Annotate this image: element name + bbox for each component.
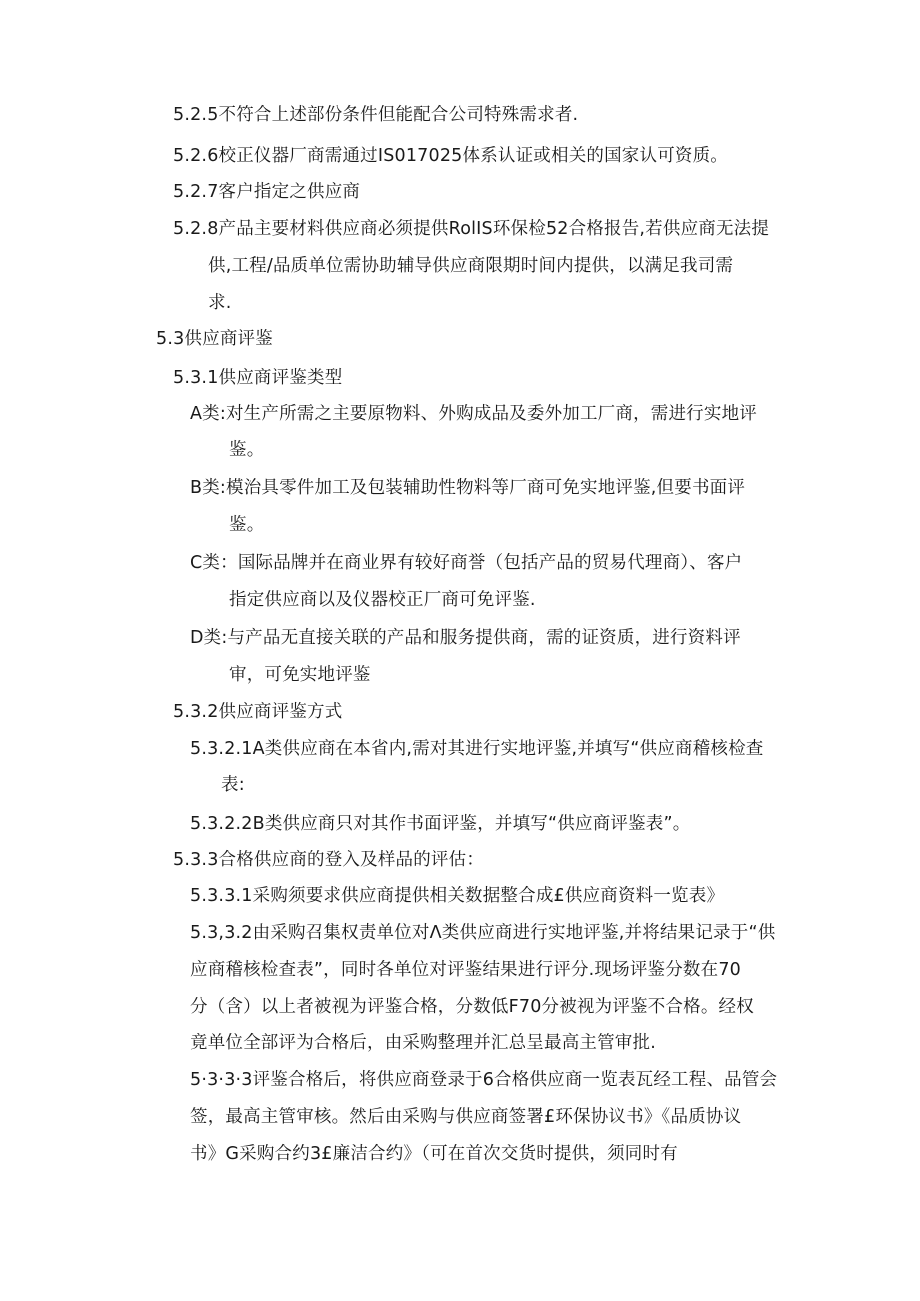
text-line-class-b: B类:模治具零件加工及包装辅助性物料等厂商可免实地评鉴,但要书面评	[190, 478, 746, 498]
text-line-5-3-2-1-cont: 表:	[221, 775, 245, 795]
text-line-5-3-3-3-cont-2: 书》G采购合约3£廉洁合约》（可在首次交货时提供，须同时有	[190, 1144, 678, 1164]
text-line-5-2-8-cont-1: 供,工程/品质单位需协助辅导供应商限期时间内提供，以满足我司需	[208, 256, 734, 276]
text-line-class-a-cont: 鉴。	[229, 440, 265, 460]
text-line-class-d: D类:与产品无直接关联的产品和服务提供商，需的证资质，进行资料评	[190, 628, 741, 648]
text-line-5-3-3-2-cont-2: 分（含）以上者被视为评鉴合格，分数低F70分被视为评鉴不合格。经权	[190, 997, 754, 1017]
text-line-5-3-3-2: 5.3,3.2由采购召集权责单位对Λ类供应商进行实地评鉴,并将结果记录于“供	[190, 923, 776, 943]
text-line-5-3-2-1: 5.3.2.1A类供应商在本省内,需对其进行实地评鉴,并填写“供应商稽核检查	[190, 739, 764, 759]
text-line-5-3-3-3: 5·3·3·3评鉴合格后，将供应商登录于6合格供应商一览表瓦经工程、品管会	[190, 1070, 778, 1090]
text-line-5-2-5: 5.2.5不符合上述部份条件但能配合公司特殊需求者.	[173, 105, 579, 125]
text-line-class-c: C类：国际品牌并在商业界有较好商誉（包括产品的贸易代理商）、客户	[190, 553, 743, 573]
subsection-heading-5-3-1: 5.3.1供应商评鉴类型	[173, 368, 343, 388]
subsection-heading-5-3-2: 5.3.2供应商评鉴方式	[173, 702, 343, 722]
text-line-class-b-cont: 鉴。	[229, 515, 265, 535]
text-line-class-c-cont: 指定供应商以及仪器校正厂商可免评鉴.	[229, 590, 536, 610]
text-line-5-3-3-1: 5.3.3.1采购须要求供应商提供相关数据整合成£供应商资料一览表》	[190, 886, 725, 906]
text-line-5-2-8-cont-2: 求.	[208, 293, 232, 313]
text-line-5-2-8: 5.2.8产品主要材料供应商必须提供RolIS环保检52合格报告,若供应商无法提	[173, 219, 770, 239]
text-line-5-3-3-3-cont-1: 签，最高主管审核。然后由采购与供应商签署£环保协议书》《品质协议	[190, 1107, 742, 1127]
text-line-class-a: A类:对生产所需之主要原物料、外购成品及委外加工厂商，需进行实地评	[190, 404, 757, 424]
text-line-5-3-3-2-cont-1: 应商稽核检查表”，同时各单位对评鉴结果进行评分.现场评鉴分数在70	[190, 960, 741, 980]
text-line-5-3-2-2: 5.3.2.2B类供应商只对其作书面评鉴，并填写“供应商评鉴表”。	[190, 814, 691, 834]
subsection-heading-5-3-3: 5.3.3合格供应商的登入及样品的评估：	[173, 850, 485, 870]
text-line-5-2-7: 5.2.7客户指定之供应商	[173, 182, 361, 202]
text-line-5-3-3-2-cont-3: 竟单位全部评为合格后，由采购整理并汇总呈最高主管审批.	[190, 1033, 656, 1053]
text-line-class-d-cont: 审，可免实地评鉴	[229, 665, 371, 685]
text-line-5-2-6: 5.2.6校正仪器厂商需通过IS017025体系认证或相关的国家认可资质。	[173, 146, 728, 166]
section-heading-5-3: 5.3供应商评鉴	[156, 329, 273, 349]
